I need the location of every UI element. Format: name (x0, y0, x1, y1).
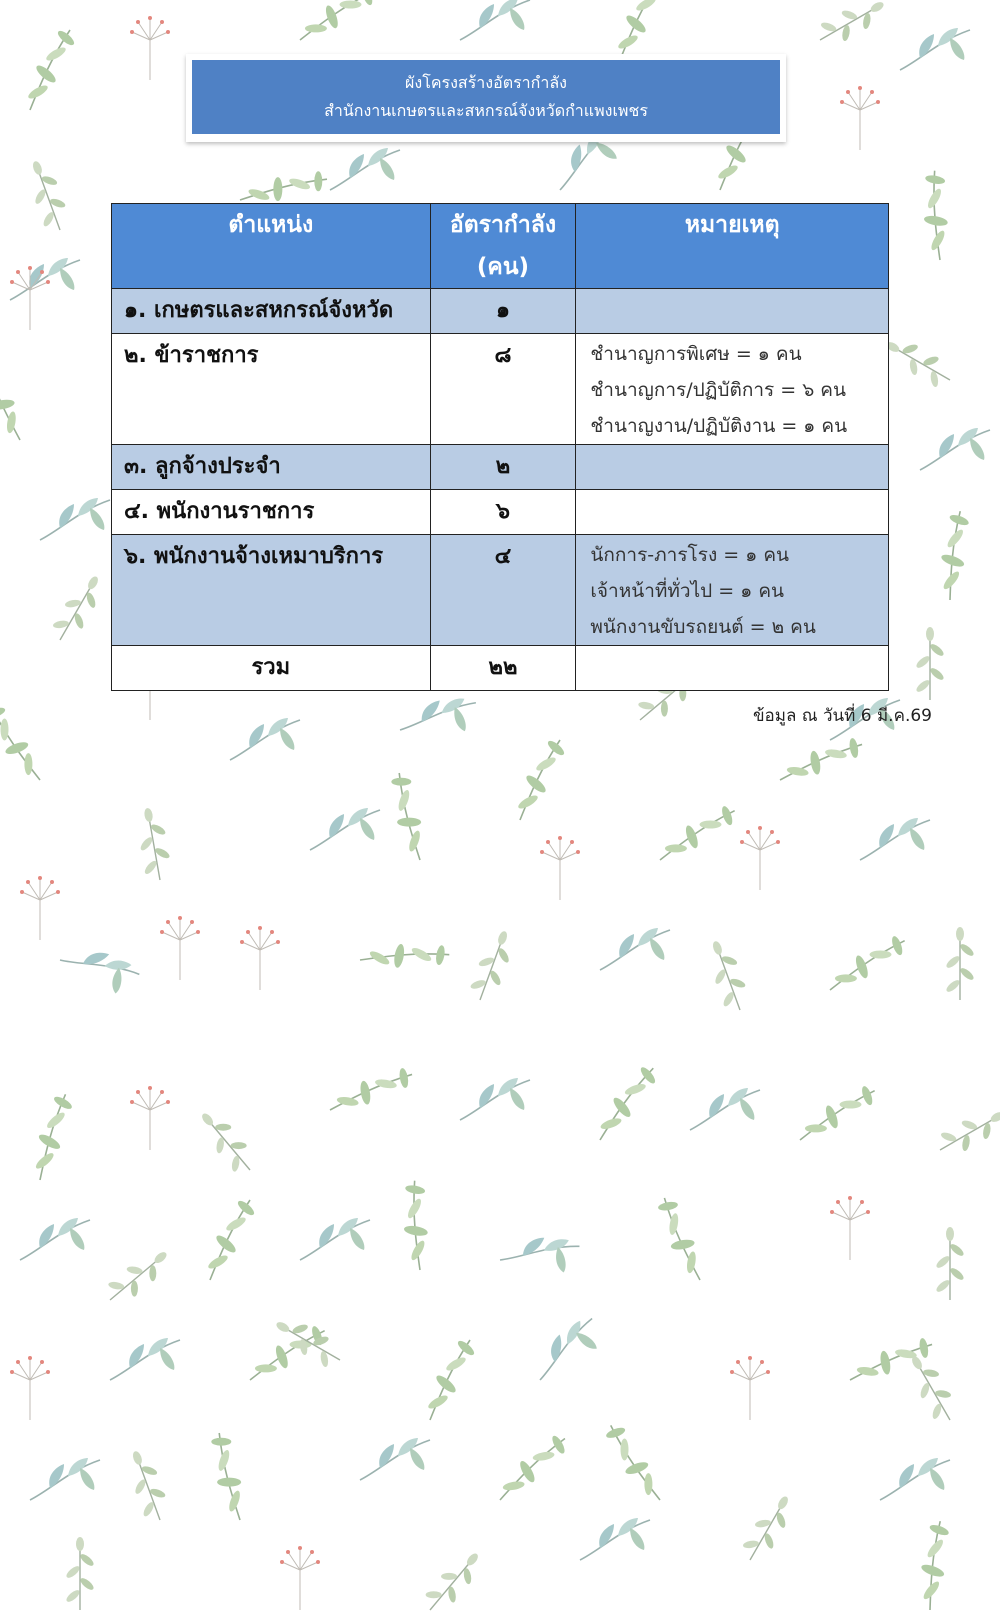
row-count: ๖ (430, 490, 576, 535)
title-line-2: สำนักงานเกษตรและสหกรณ์จังหวัดกำแพงเพชร (324, 101, 648, 120)
header-count-line-1: อัตรากำลัง (449, 212, 557, 238)
header-note: หมายเหตุ (576, 204, 889, 289)
row-note (576, 334, 889, 445)
row-position: ๒. ข้าราชการ (112, 334, 431, 445)
row-note (576, 490, 889, 535)
total-label: รวม (112, 646, 431, 691)
title-line-1: ผังโครงสร้างอัตรากำลัง (405, 73, 567, 92)
row-note (576, 445, 889, 490)
row-note (576, 535, 889, 646)
note-line: นักการ-ภารโรง = ๑ คน (590, 544, 790, 566)
header-count-line-2: (คน) (476, 254, 530, 280)
table-row (112, 490, 889, 535)
table-total-row (112, 646, 889, 691)
note-line: พนักงานขับรถยนต์ = ๒ คน (590, 616, 816, 638)
total-note (576, 646, 889, 691)
note-line: ชำนาญการ/ปฏิบัติการ = ๖ คน (590, 379, 846, 401)
total-count: ๒๒ (430, 646, 576, 691)
staffing-table (111, 203, 889, 691)
row-position: ๔. พนักงานราชการ (112, 490, 431, 535)
note-line: ชำนาญงาน/ปฏิบัติงาน = ๑ คน (590, 415, 848, 437)
header-count (430, 204, 576, 289)
title-banner-inner (192, 60, 780, 134)
row-position: ๓. ลูกจ้างประจำ (112, 445, 431, 490)
row-count: ๒ (430, 445, 576, 490)
title-banner (186, 54, 786, 142)
table-row (112, 445, 889, 490)
row-count: ๔ (430, 535, 576, 646)
table-header-row (112, 204, 889, 289)
note-line: เจ้าหน้าที่ทั่วไป = ๑ คน (590, 580, 785, 602)
table-row (112, 334, 889, 445)
row-count: ๘ (430, 334, 576, 445)
note-line: ชำนาญการพิเศษ = ๑ คน (590, 343, 802, 365)
table-row (112, 289, 889, 334)
data-date-note: ข้อมูล ณ วันที่ 6 มี.ค.69 (752, 706, 932, 726)
row-position: ๑. เกษตรและสหกรณ์จังหวัด (112, 289, 431, 334)
row-position: ๖. พนักงานจ้างเหมาบริการ (112, 535, 431, 646)
row-count: ๑ (430, 289, 576, 334)
table-row (112, 535, 889, 646)
row-note (576, 289, 889, 334)
header-position: ตำแหน่ง (112, 204, 431, 289)
